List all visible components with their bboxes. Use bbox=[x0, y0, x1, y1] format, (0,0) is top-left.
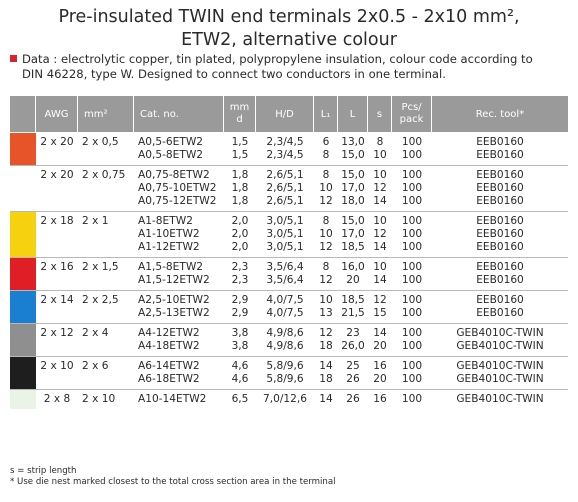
cell-hd bbox=[256, 324, 314, 356]
cell-d-value: 2,0 bbox=[231, 215, 249, 227]
cell-cat-value: A2,5-10ETW2 bbox=[138, 294, 210, 306]
cell-pcs-value: 100 bbox=[401, 360, 423, 372]
cell-mm2-value: 2 x 1 bbox=[82, 215, 109, 227]
cell-hd-value: 3,0/5,1 bbox=[266, 241, 304, 253]
cell-d-value: 2,9 bbox=[231, 294, 249, 306]
cell-pcs-value: 100 bbox=[401, 149, 423, 161]
table-row bbox=[10, 356, 568, 389]
cell-cat bbox=[134, 212, 224, 257]
cell-tool-value: GEB4010C-TWIN bbox=[456, 393, 544, 405]
cell-d-value: 1,8 bbox=[231, 195, 249, 207]
table-row bbox=[10, 165, 568, 211]
cell-cat-value: A1-12ETW2 bbox=[138, 241, 200, 253]
cell-mm2 bbox=[78, 133, 134, 165]
cell-tool-value: EEB0160 bbox=[476, 307, 524, 319]
cell-pcs-value: 100 bbox=[401, 393, 423, 405]
cell-d-value: 3,8 bbox=[231, 340, 249, 352]
cell-tool bbox=[432, 357, 568, 389]
cell-tool bbox=[432, 212, 568, 257]
data-description-line2: DIN 46228, type W. Designed to connect two conductors in one terminal. bbox=[22, 67, 446, 81]
cell-l-value: 15,0 bbox=[341, 149, 365, 161]
colour-swatch bbox=[10, 324, 36, 356]
cell-s-value: 16 bbox=[373, 360, 387, 372]
cell-l-value: 20 bbox=[346, 274, 360, 286]
table-row bbox=[10, 389, 568, 409]
cell-d-value: 4,6 bbox=[231, 373, 249, 385]
cell-tool-value: EEB0160 bbox=[476, 215, 524, 227]
cell-mm2-value: 2 x 2,5 bbox=[82, 294, 119, 306]
cell-cat-value: A1,5-12ETW2 bbox=[138, 274, 210, 286]
cell-s-value: 12 bbox=[373, 182, 387, 194]
cell-l1-value: 13 bbox=[319, 307, 333, 319]
cell-l-value: 13,0 bbox=[341, 136, 365, 148]
colour-swatch bbox=[10, 166, 36, 211]
cell-l1-value: 8 bbox=[322, 215, 330, 227]
cell-tool-value: EEB0160 bbox=[476, 241, 524, 253]
cell-mm2-value: 2 x 0,75 bbox=[82, 169, 126, 181]
cell-l-value: 26 bbox=[346, 373, 360, 385]
cell-mm2 bbox=[78, 212, 134, 257]
colour-swatch bbox=[10, 291, 36, 323]
cell-l bbox=[338, 324, 368, 356]
table-row bbox=[10, 290, 568, 323]
cell-awg-value: 2 x 10 bbox=[40, 360, 74, 372]
cell-hd-value: 2,3/4,5 bbox=[266, 149, 304, 161]
data-description bbox=[10, 52, 568, 82]
cell-cat-value: A0,75-12ETW2 bbox=[138, 195, 217, 207]
cell-l1 bbox=[314, 357, 338, 389]
cell-pcs-value: 100 bbox=[401, 215, 423, 227]
cell-l1-value: 12 bbox=[319, 274, 333, 286]
footnote-die-nest: * Use die nest marked closest to the total cross section area in the terminal bbox=[10, 477, 336, 487]
cell-tool-value: EEB0160 bbox=[476, 182, 524, 194]
cell-hd-value: 2,6/5,1 bbox=[266, 182, 304, 194]
cell-awg bbox=[36, 291, 78, 323]
cell-tool bbox=[432, 166, 568, 211]
header-s: s bbox=[368, 96, 392, 132]
cell-l-value: 18,5 bbox=[341, 294, 365, 306]
cell-cat bbox=[134, 357, 224, 389]
table-body bbox=[10, 133, 568, 409]
colour-swatch-fill bbox=[10, 324, 36, 356]
cell-cat-value: A0,5-8ETW2 bbox=[138, 149, 204, 161]
terminals-table bbox=[10, 96, 568, 409]
cell-awg bbox=[36, 324, 78, 356]
cell-l1 bbox=[314, 133, 338, 165]
cell-s-value: 14 bbox=[373, 195, 387, 207]
colour-swatch-fill bbox=[10, 166, 36, 211]
cell-hd bbox=[256, 291, 314, 323]
cell-tool-value: GEB4010C-TWIN bbox=[456, 373, 544, 385]
cell-mm2 bbox=[78, 324, 134, 356]
cell-l-value: 18,5 bbox=[341, 241, 365, 253]
cell-tool-value: GEB4010C-TWIN bbox=[456, 340, 544, 352]
colour-swatch bbox=[10, 212, 36, 257]
cell-hd bbox=[256, 212, 314, 257]
cell-s bbox=[368, 324, 392, 356]
header-pcs: Pcs/ bbox=[401, 102, 422, 113]
cell-mm2 bbox=[78, 166, 134, 211]
cell-cat-value: A1,5-8ETW2 bbox=[138, 261, 204, 273]
cell-awg bbox=[36, 212, 78, 257]
cell-tool-value: EEB0160 bbox=[476, 294, 524, 306]
cell-pcs bbox=[392, 133, 432, 165]
cell-l bbox=[338, 390, 368, 409]
cell-l-value: 23 bbox=[346, 327, 360, 339]
cell-pcs bbox=[392, 291, 432, 323]
header-l: L bbox=[338, 96, 368, 132]
cell-cat-value: A0,75-10ETW2 bbox=[138, 182, 217, 194]
cell-l1 bbox=[314, 291, 338, 323]
cell-awg bbox=[36, 258, 78, 290]
cell-l bbox=[338, 258, 368, 290]
cell-cat-value: A10-14ETW2 bbox=[138, 393, 207, 405]
cell-d-value: 2,9 bbox=[231, 307, 249, 319]
cell-mm2-value: 2 x 1,5 bbox=[82, 261, 119, 273]
cell-l1 bbox=[314, 212, 338, 257]
cell-awg-value: 2 x 16 bbox=[40, 261, 74, 273]
cell-pcs bbox=[392, 258, 432, 290]
cell-s bbox=[368, 357, 392, 389]
cell-hd bbox=[256, 258, 314, 290]
cell-d bbox=[224, 291, 256, 323]
cell-awg bbox=[36, 166, 78, 211]
cell-l-value: 18,0 bbox=[341, 195, 365, 207]
cell-cat-value: A4-18ETW2 bbox=[138, 340, 200, 352]
cell-l1-value: 10 bbox=[319, 228, 333, 240]
cell-pcs-value: 100 bbox=[401, 182, 423, 194]
cell-mm2 bbox=[78, 258, 134, 290]
cell-hd-value: 4,9/8,6 bbox=[266, 327, 304, 339]
cell-hd-value: 3,0/5,1 bbox=[266, 215, 304, 227]
cell-l1-value: 6 bbox=[322, 136, 330, 148]
colour-swatch-fill bbox=[10, 291, 36, 323]
header-pack: pack bbox=[399, 114, 424, 125]
cell-s-value: 10 bbox=[373, 215, 387, 227]
cell-hd-value: 3,5/6,4 bbox=[266, 261, 304, 273]
cell-l-value: 26,0 bbox=[341, 340, 365, 352]
cell-hd bbox=[256, 166, 314, 211]
header-rec-tool: Rec. tool* bbox=[475, 108, 525, 120]
cell-tool bbox=[432, 258, 568, 290]
cell-s bbox=[368, 291, 392, 323]
cell-l1-value: 12 bbox=[319, 241, 333, 253]
cell-tool-value: EEB0160 bbox=[476, 195, 524, 207]
title-line-2: ETW2, alternative colour bbox=[181, 30, 397, 50]
cell-d-value: 1,5 bbox=[231, 149, 249, 161]
colour-swatch-fill bbox=[10, 258, 36, 290]
cell-s bbox=[368, 166, 392, 211]
cell-pcs-value: 100 bbox=[401, 261, 423, 273]
cell-l1-value: 18 bbox=[319, 340, 333, 352]
cell-cat-value: A2,5-13ETW2 bbox=[138, 307, 210, 319]
colour-swatch-fill bbox=[10, 212, 36, 257]
header-l1: L₁ bbox=[314, 96, 338, 132]
cell-hd bbox=[256, 390, 314, 409]
cell-s bbox=[368, 390, 392, 409]
cell-s bbox=[368, 258, 392, 290]
cell-hd-value: 3,0/5,1 bbox=[266, 228, 304, 240]
cell-hd-value: 2,6/5,1 bbox=[266, 169, 304, 181]
cell-pcs-value: 100 bbox=[401, 274, 423, 286]
cell-awg-value: 2 x 18 bbox=[40, 215, 74, 227]
cell-s-value: 20 bbox=[373, 340, 387, 352]
cell-awg bbox=[36, 133, 78, 165]
cell-pcs bbox=[392, 166, 432, 211]
cell-hd-value: 5,8/9,6 bbox=[266, 373, 304, 385]
cell-d-value: 2,3 bbox=[231, 274, 249, 286]
cell-tool-value: EEB0160 bbox=[476, 169, 524, 181]
header-colour bbox=[10, 96, 36, 132]
cell-d bbox=[224, 390, 256, 409]
cell-s-value: 14 bbox=[373, 274, 387, 286]
header-d-label: d bbox=[236, 114, 243, 125]
cell-tool bbox=[432, 291, 568, 323]
cell-tool-value: EEB0160 bbox=[476, 136, 524, 148]
cell-l1-value: 10 bbox=[319, 182, 333, 194]
cell-mm2-value: 2 x 10 bbox=[82, 393, 116, 405]
colour-swatch bbox=[10, 390, 36, 409]
cell-tool-value: GEB4010C-TWIN bbox=[456, 360, 544, 372]
colour-swatch-fill bbox=[10, 390, 36, 409]
cell-s-value: 14 bbox=[373, 327, 387, 339]
cell-d bbox=[224, 357, 256, 389]
cell-l1 bbox=[314, 324, 338, 356]
cell-s-value: 12 bbox=[373, 228, 387, 240]
header-d-unit: mm bbox=[229, 102, 250, 113]
cell-s-value: 10 bbox=[373, 169, 387, 181]
cell-d bbox=[224, 324, 256, 356]
cell-cat-value: A0,75-8ETW2 bbox=[138, 169, 210, 181]
red-square-bullet-icon bbox=[10, 55, 17, 62]
page-title bbox=[0, 6, 578, 52]
cell-l-value: 17,0 bbox=[341, 228, 365, 240]
title-line-1: Pre-insulated TWIN end terminals 2x0.5 - 2x10 mm², bbox=[58, 7, 520, 27]
cell-d-value: 1,8 bbox=[231, 169, 249, 181]
footnote-strip-length: s = strip length bbox=[10, 466, 77, 476]
colour-swatch-fill bbox=[10, 357, 36, 389]
cell-cat bbox=[134, 258, 224, 290]
cell-s-value: 14 bbox=[373, 241, 387, 253]
cell-s-value: 12 bbox=[373, 294, 387, 306]
cell-mm2-value: 2 x 0,5 bbox=[82, 136, 119, 148]
cell-d-value: 6,5 bbox=[231, 393, 249, 405]
cell-cat bbox=[134, 324, 224, 356]
cell-d bbox=[224, 258, 256, 290]
header-pcs-pack bbox=[392, 96, 432, 132]
header-mm2: mm² bbox=[78, 96, 134, 132]
cell-s-value: 8 bbox=[376, 136, 384, 148]
data-description-line1: Data : electrolytic copper, tin plated, polypropylene insulation, colour code according to bbox=[22, 52, 533, 66]
cell-pcs bbox=[392, 390, 432, 409]
cell-l1-value: 8 bbox=[322, 261, 330, 273]
cell-tool bbox=[432, 324, 568, 356]
cell-l1-value: 18 bbox=[319, 373, 333, 385]
cell-d-value: 1,5 bbox=[231, 136, 249, 148]
cell-s-value: 10 bbox=[373, 149, 387, 161]
cell-s-value: 15 bbox=[373, 307, 387, 319]
cell-tool-value: EEB0160 bbox=[476, 274, 524, 286]
cell-hd bbox=[256, 357, 314, 389]
cell-d-value: 3,8 bbox=[231, 327, 249, 339]
cell-mm2 bbox=[78, 357, 134, 389]
cell-l-value: 25 bbox=[346, 360, 360, 372]
cell-pcs-value: 100 bbox=[401, 241, 423, 253]
cell-d-value: 4,6 bbox=[231, 360, 249, 372]
cell-l1-value: 8 bbox=[322, 169, 330, 181]
cell-mm2-value: 2 x 6 bbox=[82, 360, 109, 372]
cell-tool bbox=[432, 390, 568, 409]
cell-hd-value: 5,8/9,6 bbox=[266, 360, 304, 372]
cell-mm2 bbox=[78, 291, 134, 323]
table-row bbox=[10, 133, 568, 165]
cell-tool-value: EEB0160 bbox=[476, 261, 524, 273]
header-d bbox=[224, 96, 256, 132]
cell-d bbox=[224, 166, 256, 211]
cell-l1-value: 14 bbox=[319, 393, 333, 405]
cell-l1 bbox=[314, 166, 338, 211]
cell-hd-value: 4,0/7,5 bbox=[266, 294, 304, 306]
cell-cat-value: A1-8ETW2 bbox=[138, 215, 193, 227]
cell-pcs-value: 100 bbox=[401, 195, 423, 207]
cell-hd-value: 4,0/7,5 bbox=[266, 307, 304, 319]
header-hd: H/D bbox=[256, 96, 314, 132]
cell-hd-value: 2,6/5,1 bbox=[266, 195, 304, 207]
cell-l bbox=[338, 291, 368, 323]
cell-l-value: 15,0 bbox=[341, 215, 365, 227]
cell-awg-value: 2 x 12 bbox=[40, 327, 74, 339]
cell-d bbox=[224, 133, 256, 165]
cell-l-value: 15,0 bbox=[341, 169, 365, 181]
cell-cat-value: A4-12ETW2 bbox=[138, 327, 200, 339]
cell-pcs-value: 100 bbox=[401, 136, 423, 148]
cell-pcs bbox=[392, 212, 432, 257]
cell-l bbox=[338, 166, 368, 211]
cell-pcs-value: 100 bbox=[401, 307, 423, 319]
colour-swatch bbox=[10, 133, 36, 165]
cell-hd-value: 7,0/12,6 bbox=[262, 393, 307, 405]
cell-l-value: 21,5 bbox=[341, 307, 365, 319]
cell-d-value: 2,0 bbox=[231, 241, 249, 253]
cell-awg-value: 2 x 20 bbox=[40, 169, 74, 181]
cell-awg bbox=[36, 390, 78, 409]
cell-hd bbox=[256, 133, 314, 165]
cell-l-value: 26 bbox=[346, 393, 360, 405]
cell-s-value: 20 bbox=[373, 373, 387, 385]
cell-cat bbox=[134, 133, 224, 165]
cell-awg bbox=[36, 357, 78, 389]
cell-s bbox=[368, 133, 392, 165]
header-cat-no: Cat. no. bbox=[134, 96, 224, 132]
cell-pcs bbox=[392, 324, 432, 356]
cell-l1 bbox=[314, 258, 338, 290]
cell-tool-value: GEB4010C-TWIN bbox=[456, 327, 544, 339]
colour-swatch bbox=[10, 357, 36, 389]
cell-cat bbox=[134, 291, 224, 323]
cell-pcs bbox=[392, 357, 432, 389]
cell-l bbox=[338, 133, 368, 165]
cell-tool-value: EEB0160 bbox=[476, 149, 524, 161]
cell-l1 bbox=[314, 390, 338, 409]
cell-cat-value: A0,5-6ETW2 bbox=[138, 136, 204, 148]
cell-awg-value: 2 x 8 bbox=[43, 393, 71, 405]
cell-l1-value: 12 bbox=[319, 327, 333, 339]
cell-tool-value: EEB0160 bbox=[476, 228, 524, 240]
cell-l bbox=[338, 357, 368, 389]
cell-l-value: 17,0 bbox=[341, 182, 365, 194]
cell-d-value: 1,8 bbox=[231, 182, 249, 194]
cell-l1-value: 12 bbox=[319, 195, 333, 207]
cell-hd-value: 3,5/6,4 bbox=[266, 274, 304, 286]
cell-cat bbox=[134, 166, 224, 211]
header-awg: AWG bbox=[36, 96, 78, 132]
cell-tool bbox=[432, 133, 568, 165]
cell-l-value: 16,0 bbox=[341, 261, 365, 273]
cell-hd-value: 4,9/8,6 bbox=[266, 340, 304, 352]
table-row bbox=[10, 257, 568, 290]
cell-hd-value: 2,3/4,5 bbox=[266, 136, 304, 148]
cell-s-value: 16 bbox=[373, 393, 387, 405]
cell-pcs-value: 100 bbox=[401, 228, 423, 240]
cell-s-value: 10 bbox=[373, 261, 387, 273]
footnotes bbox=[10, 466, 335, 488]
cell-pcs-value: 100 bbox=[401, 294, 423, 306]
cell-pcs-value: 100 bbox=[401, 169, 423, 181]
cell-l bbox=[338, 212, 368, 257]
cell-cat bbox=[134, 390, 224, 409]
cell-d bbox=[224, 212, 256, 257]
cell-mm2-value: 2 x 4 bbox=[82, 327, 109, 339]
colour-swatch bbox=[10, 258, 36, 290]
cell-cat-value: A1-10ETW2 bbox=[138, 228, 200, 240]
cell-pcs-value: 100 bbox=[401, 373, 423, 385]
cell-d-value: 2,0 bbox=[231, 228, 249, 240]
table-row bbox=[10, 323, 568, 356]
cell-s bbox=[368, 212, 392, 257]
cell-l1-value: 8 bbox=[322, 149, 330, 161]
cell-pcs-value: 100 bbox=[401, 327, 423, 339]
cell-awg-value: 2 x 20 bbox=[40, 136, 74, 148]
cell-pcs-value: 100 bbox=[401, 340, 423, 352]
table-row bbox=[10, 211, 568, 257]
cell-awg-value: 2 x 14 bbox=[40, 294, 74, 306]
cell-d-value: 2,3 bbox=[231, 261, 249, 273]
title-text bbox=[58, 7, 519, 50]
cell-cat-value: A6-18ETW2 bbox=[138, 373, 200, 385]
colour-swatch-fill bbox=[10, 133, 36, 165]
cell-cat-value: A6-14ETW2 bbox=[138, 360, 200, 372]
table-header bbox=[10, 96, 568, 133]
cell-l1-value: 14 bbox=[319, 360, 333, 372]
cell-l1-value: 10 bbox=[319, 294, 333, 306]
cell-mm2 bbox=[78, 390, 134, 409]
